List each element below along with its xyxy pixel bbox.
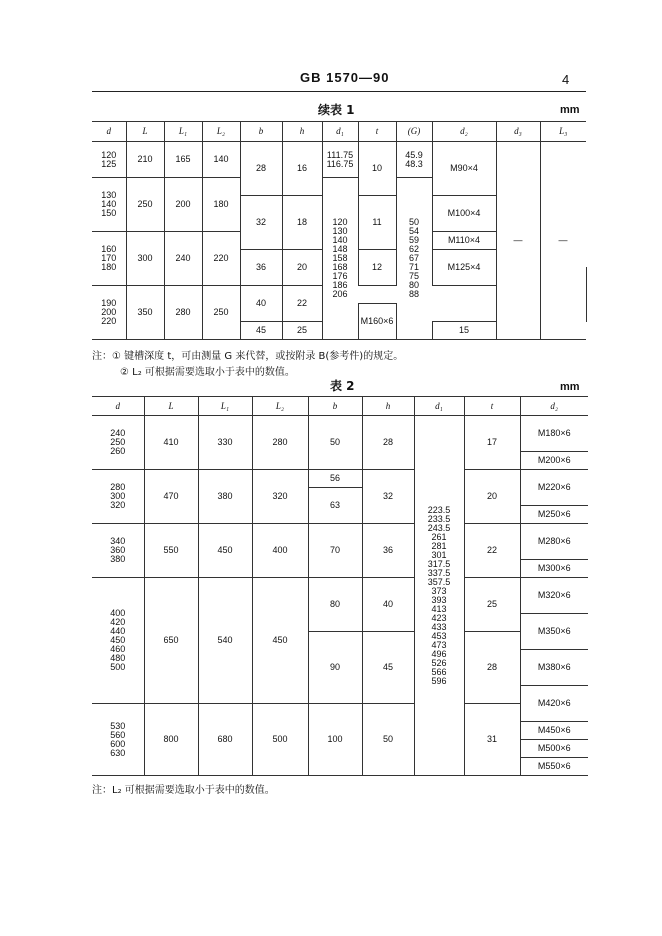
table2-cell-L: 800 — [144, 704, 198, 776]
table2-col-h: h — [362, 397, 414, 416]
table1-cell-G-multi: 50 54 59 62 67 71 75 80 88 — [396, 178, 432, 340]
table1-cell-d3: — — [496, 142, 540, 340]
table2-cell-d2: M500×6 — [520, 740, 588, 758]
table1-cell-L2: 220 — [202, 232, 240, 286]
table1-header-row — [92, 122, 586, 142]
table1-col-d2: d₂ — [432, 122, 496, 142]
table2-col-d2: d₂ — [520, 397, 588, 416]
table1-cell-t: 15 — [432, 322, 496, 340]
table2-cell-L2: 450 — [252, 578, 308, 704]
table1-unit: mm — [560, 104, 580, 116]
table2-cell-d2: M220×6 — [520, 470, 588, 506]
table2-col-t: t — [464, 397, 520, 416]
table1-cell-b: 45 — [240, 322, 282, 340]
table2-cell-t: 20 — [464, 470, 520, 524]
table2-cell-L1: 450 — [198, 524, 252, 578]
header-rule — [92, 91, 586, 92]
table1-cell-h: 25 — [282, 322, 322, 340]
table1-note-2: ② L₂ 可根据需要选取小于表中的数值。 — [120, 367, 295, 378]
table1-cell-t: 11 — [358, 196, 396, 250]
table2-cell-b: 90 — [308, 632, 362, 704]
table2-cell-d: 240 250 260 — [92, 416, 144, 470]
table1-cell-d1-multi: 120 130 140 148 158 168 176 186 206 — [322, 178, 358, 340]
table1-col-d: d — [92, 122, 126, 142]
table1-col-L2: L₂ — [202, 122, 240, 142]
table2-cell-t: 31 — [464, 704, 520, 776]
table2-col-L2: L₂ — [252, 397, 308, 416]
table1-cell-L1: 240 — [164, 232, 202, 286]
table1-cell-d: 120 125 — [92, 142, 126, 178]
table2-cell-L: 650 — [144, 578, 198, 704]
table1-cell-d2: M125×4 — [432, 250, 496, 286]
table2-cell-L: 550 — [144, 524, 198, 578]
table2-col-d: d — [92, 397, 144, 416]
table1-cell-d: 130 140 150 — [92, 178, 126, 232]
table2-cell-d2: M550×6 — [520, 758, 588, 776]
table2-cell-d: 280 300 320 — [92, 470, 144, 524]
table2-cell-d2: M300×6 — [520, 560, 588, 578]
table1-cell-d1: 111.75 116.75 — [322, 142, 358, 178]
table2-cell-L2: 280 — [252, 416, 308, 470]
table1-cell-L1: 165 — [164, 142, 202, 178]
table1-cell-L1: 200 — [164, 178, 202, 232]
table2-col-b: b — [308, 397, 362, 416]
table2-cell-h: 40 — [362, 578, 414, 632]
table2-cell-h: 50 — [362, 704, 414, 776]
table2-cell-d2: M320×6 — [520, 578, 588, 614]
table2-cell-b: 63 — [308, 488, 362, 524]
table2-cell-L1: 540 — [198, 578, 252, 704]
table2-cell-L2: 400 — [252, 524, 308, 578]
table1-cell-L: 210 — [126, 142, 164, 178]
table1-cell-L3: — — [540, 142, 586, 340]
table2-cell-L1: 380 — [198, 470, 252, 524]
table2-cell-L1: 680 — [198, 704, 252, 776]
table2-cell-d2: M420×6 — [520, 686, 588, 722]
table1-col-G: (G) — [396, 122, 432, 142]
table2-note: 注：L₂ 可根据需要选取小于表中的数值。 — [92, 785, 275, 796]
table1-cell-d2: M100×4 — [432, 196, 496, 232]
table1-cell-b: 28 — [240, 142, 282, 196]
table2-cell-d1-multi: 223.5 233.5 243.5 261 281 301 317.5 337.5 357.5 373 393 413 423 433 453 473 496 526 566 596 — [414, 416, 464, 776]
table2-cell-L1: 330 — [198, 416, 252, 470]
table1-cell-d: 160 170 180 — [92, 232, 126, 286]
table1-cell-t: 10 — [358, 142, 396, 196]
table1-col-b: b — [240, 122, 282, 142]
table2-cell-L: 410 — [144, 416, 198, 470]
table2-cell-L: 470 — [144, 470, 198, 524]
table2-cell-d: 340 360 380 — [92, 524, 144, 578]
table2-cell-d2: M280×6 — [520, 524, 588, 560]
table2-cell-h: 28 — [362, 416, 414, 470]
table2-cell-h: 32 — [362, 470, 414, 524]
table1-cell-d2: M110×4 — [432, 232, 496, 250]
table2-title: 表 2 — [330, 379, 355, 393]
table1-title: 续表 1 — [318, 103, 355, 117]
table2-cell-L2: 320 — [252, 470, 308, 524]
table2-col-L1: L₁ — [198, 397, 252, 416]
table2-cell-b: 56 — [308, 470, 362, 488]
table1-cell-G: 45.9 48.3 — [396, 142, 432, 178]
table2-cell-h: 45 — [362, 632, 414, 704]
table1-col-d3: d₃ — [496, 122, 540, 142]
table1-cell-b: 40 — [240, 286, 282, 322]
table2-col-d1: d₁ — [414, 397, 464, 416]
table2-cell-L2: 500 — [252, 704, 308, 776]
table1-cell-h: 22 — [282, 286, 322, 322]
table1-col-L1: L₁ — [164, 122, 202, 142]
table1 — [92, 121, 587, 340]
table1-cell-b: 36 — [240, 250, 282, 286]
table1-cell-b: 32 — [240, 196, 282, 250]
table1-cell-h: 18 — [282, 196, 322, 250]
table2-cell-d2: M200×6 — [520, 452, 588, 470]
table1-cell-d2: M160×6 — [358, 304, 396, 340]
table2-cell-t: 28 — [464, 632, 520, 704]
table1-cell-d: 190 200 220 — [92, 286, 126, 340]
table2-cell-d2: M250×6 — [520, 506, 588, 524]
table2-cell-t: 25 — [464, 578, 520, 632]
table2-cell-t: 17 — [464, 416, 520, 470]
table2-cell-b: 70 — [308, 524, 362, 578]
table2-cell-d2: M450×6 — [520, 722, 588, 740]
table1-note-1: 注：① 键槽深度 t，可由测量 G 来代替，或按附录 B(参考件)的规定。 — [92, 351, 404, 362]
table2-col-L: L — [144, 397, 198, 416]
table1-col-d1: d₁ — [322, 122, 358, 142]
table2-cell-t: 22 — [464, 524, 520, 578]
table2-cell-d2: M350×6 — [520, 614, 588, 650]
table2-cell-b: 80 — [308, 578, 362, 632]
table2-unit: mm — [560, 381, 580, 393]
table1-col-t: t — [358, 122, 396, 142]
table1-cell-L1: 280 — [164, 286, 202, 340]
table1-cell-h: 16 — [282, 142, 322, 196]
table1-col-h: h — [282, 122, 322, 142]
table1-cell-L2: 180 — [202, 178, 240, 232]
table2 — [92, 396, 588, 776]
table1-cell-L: 300 — [126, 232, 164, 286]
table1-cell-h: 20 — [282, 250, 322, 286]
table2-header-row — [92, 397, 588, 416]
table1-cell-L: 250 — [126, 178, 164, 232]
table2-cell-d: 530 560 600 630 — [92, 704, 144, 776]
table2-cell-d2: M180×6 — [520, 416, 588, 452]
table1-cell-L2: 250 — [202, 286, 240, 340]
table2-cell-b: 100 — [308, 704, 362, 776]
table1-col-L3: L₃ — [540, 122, 586, 142]
table1-cell-d2: M90×4 — [432, 142, 496, 196]
table2-cell-d2: M380×6 — [520, 650, 588, 686]
table1-cell-L2: 140 — [202, 142, 240, 178]
page-number: 4 — [562, 72, 570, 87]
table2-cell-d: 400 420 440 450 460 480 500 — [92, 578, 144, 704]
table1-cell-L: 350 — [126, 286, 164, 340]
table2-cell-b: 50 — [308, 416, 362, 470]
table2-cell-h: 36 — [362, 524, 414, 578]
standard-number: GB 1570—90 — [300, 70, 390, 85]
table1-col-L: L — [126, 122, 164, 142]
table1-cell-t: 12 — [358, 250, 396, 286]
